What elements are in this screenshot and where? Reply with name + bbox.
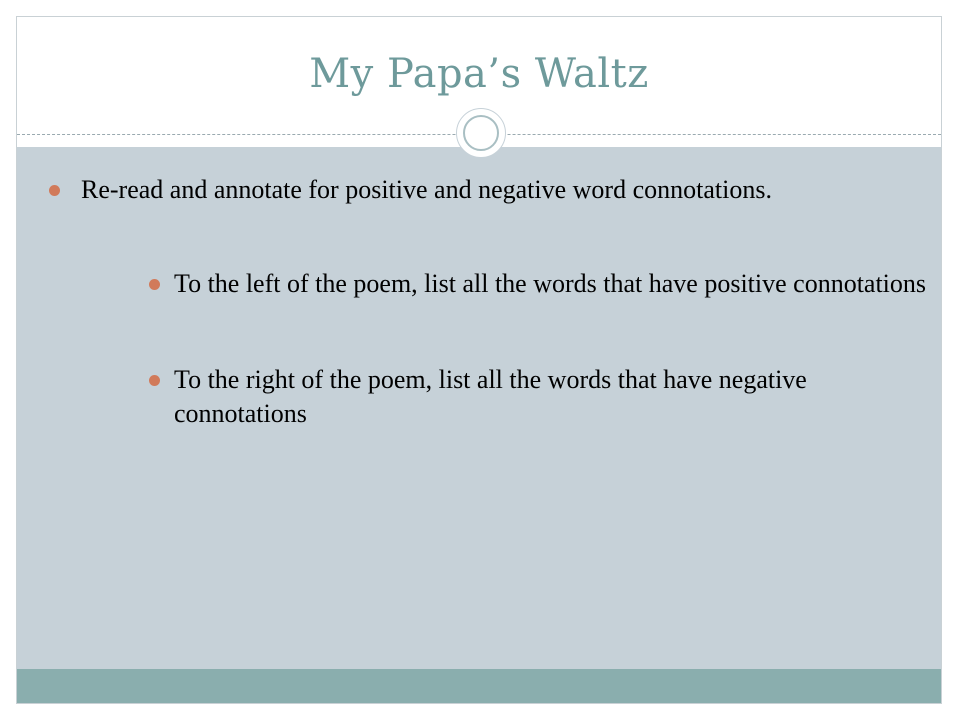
ring-icon: [456, 108, 506, 158]
bullet-text: Re-read and annotate for positive and negative word connotations.: [81, 175, 772, 204]
sub-bullet-item: [174, 267, 934, 301]
footer-band: [17, 669, 941, 703]
sub-bullet-text: To the left of the poem, list all the words that have positive connotations: [174, 269, 927, 298]
dot-icon: [49, 185, 60, 196]
dot-icon: [149, 375, 160, 386]
ring-inner: [463, 115, 499, 151]
sub-bullet-text: To the right of the poem, list all the words that have negative connotations: [174, 365, 807, 428]
dot-icon: [149, 279, 160, 290]
slide: [16, 16, 942, 704]
slide-title: My Papa’s Waltz: [309, 51, 649, 97]
sub-bullet-item: [174, 363, 934, 431]
bullet-item: [71, 173, 931, 207]
